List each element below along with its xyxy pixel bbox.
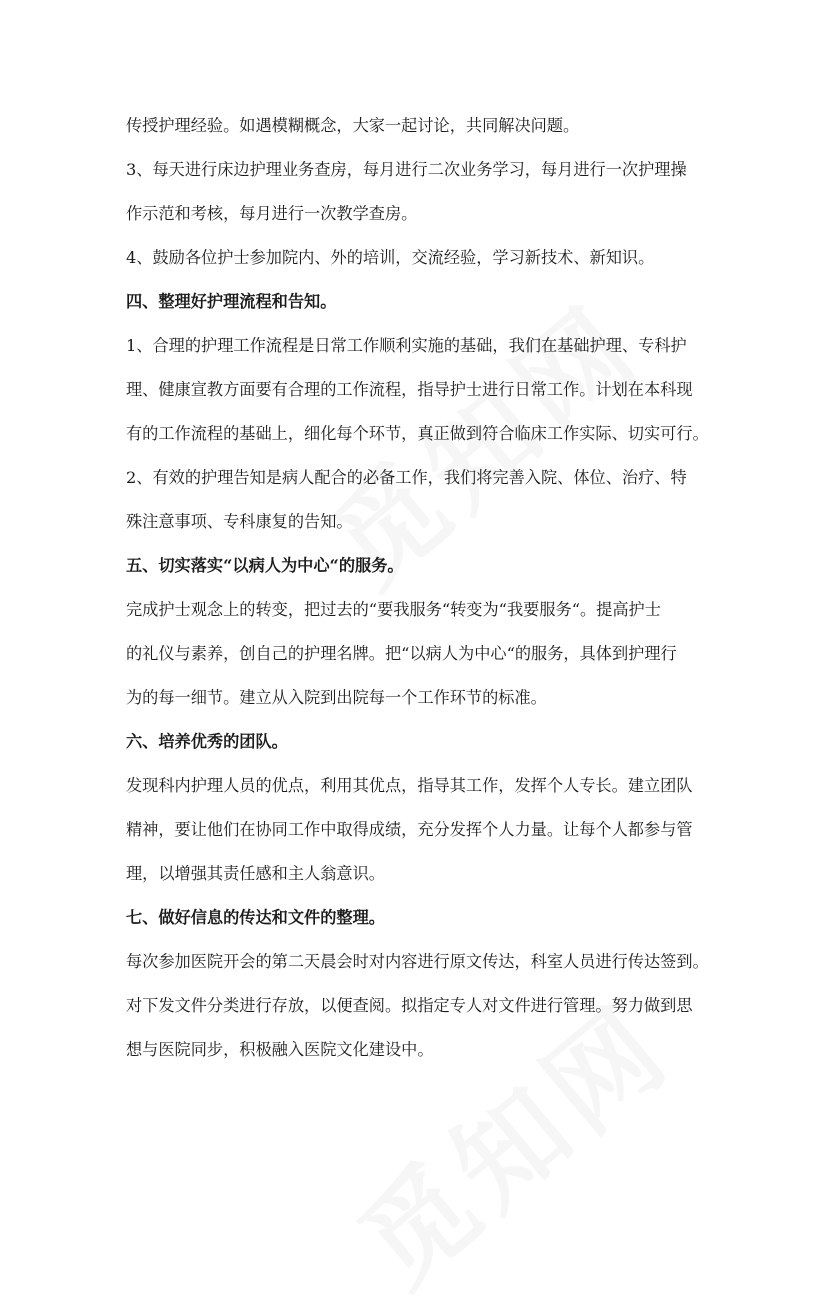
section-heading: 七、做好信息的传达和文件的整理。 [126,908,385,927]
paragraph-line: 完成护士观念上的转变，把过去的“要我服务“转变为“我要服务“。提高护士 [126,600,661,619]
paragraph-line: 传授护理经验。如遇模糊概念，大家一起讨论，共同解决问题。 [126,116,580,135]
paragraph-line: 3、每天进行床边护理业务查房，每月进行二次业务学习，每月进行一次护理操 [126,160,687,179]
paragraph-line: 理、健康宣教方面要有合理的工作流程，指导护士进行日常工作。计划在本科现 [126,380,693,399]
paragraph-line: 有的工作流程的基础上，细化每个环节，真正做到符合临床工作实际、切实可行。 [126,424,709,443]
paragraph-line: 作示范和考核，每月进行一次教学查房。 [126,204,418,223]
paragraph-line: 理，以增强其责任感和主人翁意识。 [126,864,385,883]
paragraph-line: 发现科内护理人员的优点，利用其优点，指导其工作，发挥个人专长。建立团队 [126,776,693,795]
paragraph-line: 的礼仪与素养，创自己的护理名牌。把“以病人为中心“的服务，具体到护理行 [126,644,677,663]
paragraph-line: 对下发文件分类进行存放，以便查阅。拟指定专人对文件进行管理。努力做到思 [126,996,693,1015]
paragraph-line: 每次参加医院开会的第二天晨会时对内容进行原文传达，科室人员进行传达签到。 [126,952,709,971]
section-heading: 四、整理好护理流程和告知。 [126,292,337,311]
document-body [126,104,716,1072]
paragraph-line: 4、鼓励各位护士参加院内、外的培训，交流经验，学习新技术、新知识。 [126,248,655,267]
paragraph-line: 想与医院同步，积极融入医院文化建设中。 [126,1040,434,1059]
section-heading: 五、切实落实“以病人为中心“的服务。 [126,556,404,575]
paragraph-line: 为的每一细节。建立从入院到出院每一个工作环节的标准。 [126,688,547,707]
paragraph-line: 殊注意事项、专科康复的告知。 [126,512,353,531]
paragraph-line: 精神，要让他们在协同工作中取得成绩，充分发挥个人力量。让每个人都参与管 [126,820,693,839]
section-heading: 六、培养优秀的团队。 [126,732,288,751]
paragraph-line: 2、有效的护理告知是病人配合的必备工作，我们将完善入院、体位、治疗、特 [126,468,687,487]
paragraph-line: 1、合理的护理工作流程是日常工作顺利实施的基础，我们在基础护理、专科护 [126,336,687,355]
